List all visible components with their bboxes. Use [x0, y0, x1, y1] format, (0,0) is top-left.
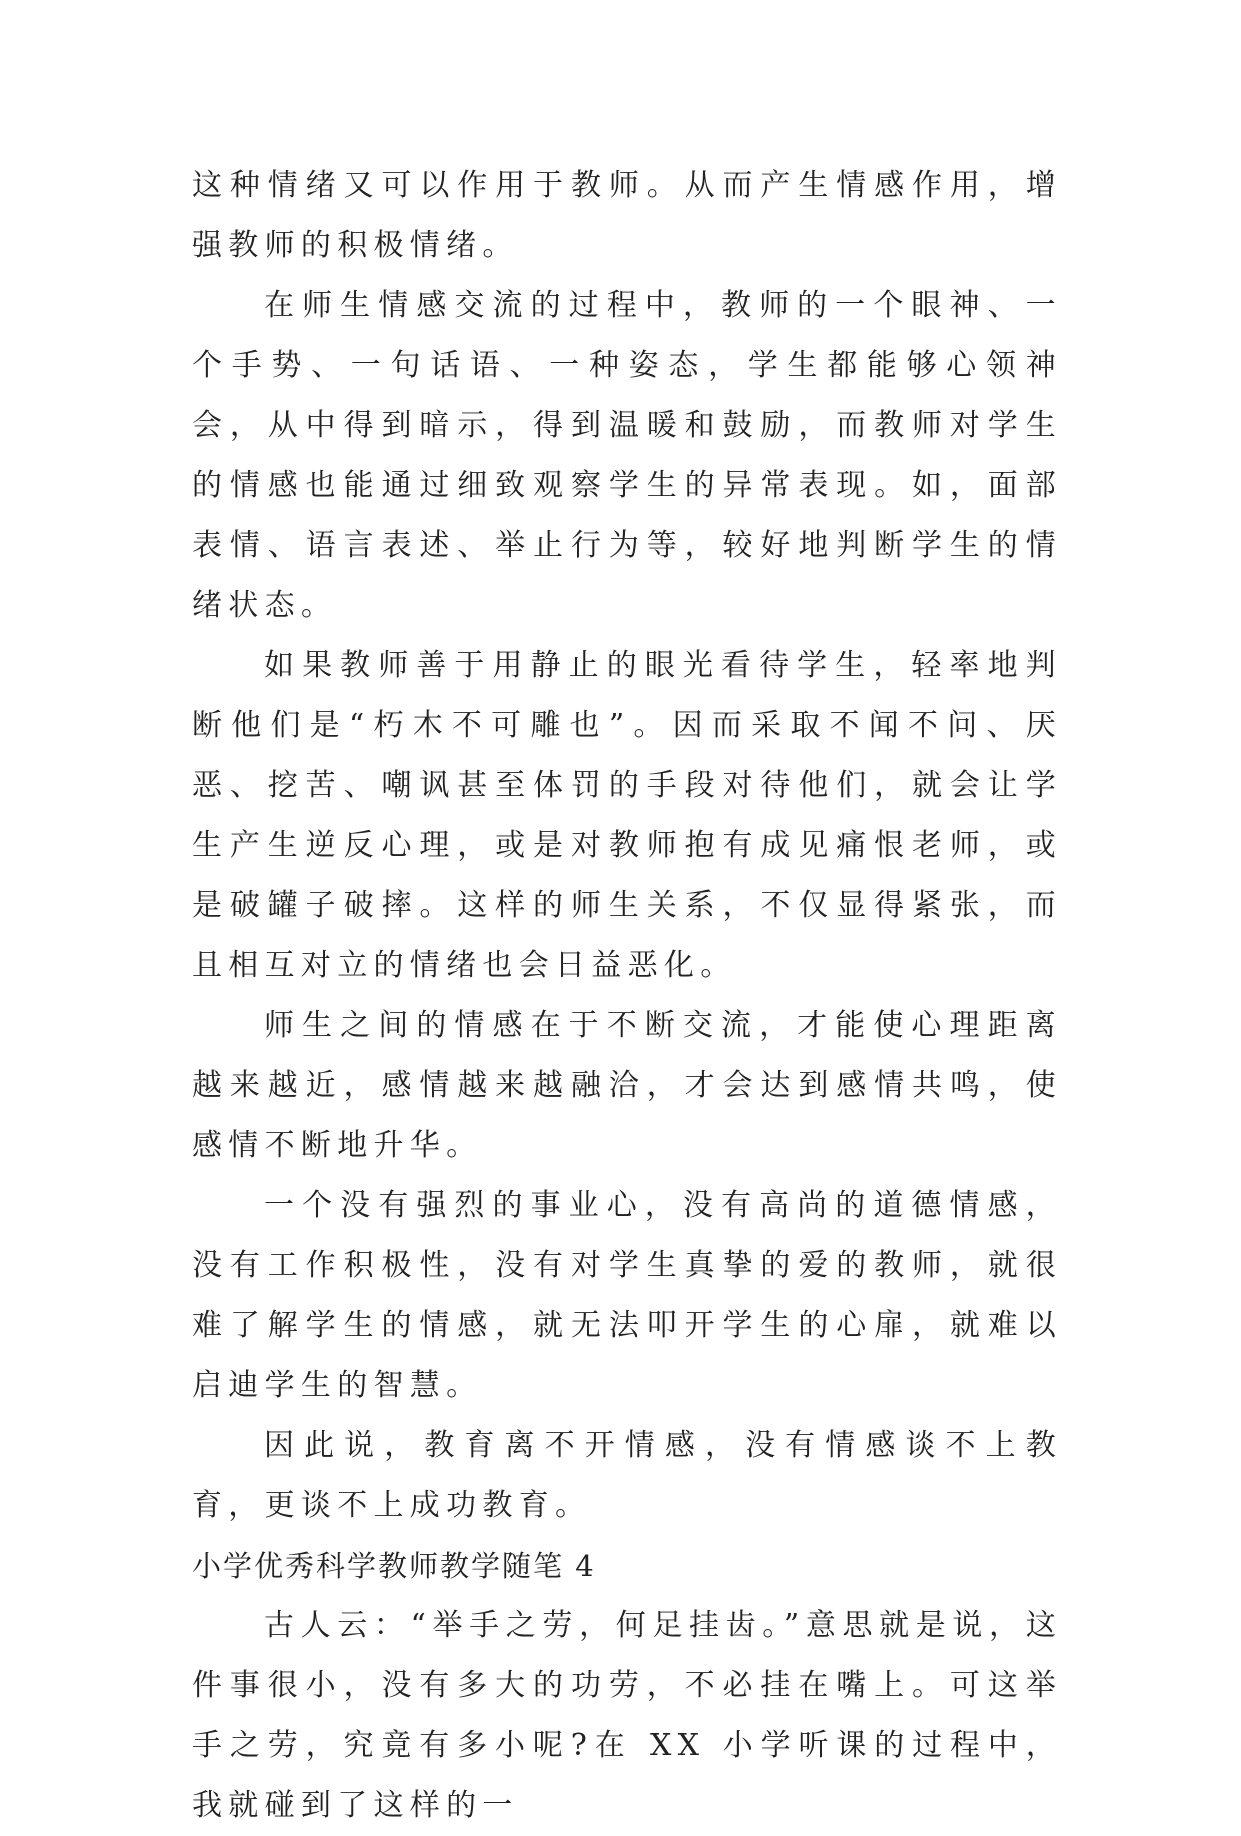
paragraph-1: 这种情绪又可以作用于教师。从而产生情感作用，增强教师的积极情绪。 [192, 168, 1062, 263]
paragraph-6: 因此说，教育离不开情感，没有情感谈不上教育，更谈不上成功教育。 [192, 1428, 1062, 1523]
paragraph-5: 一个没有强烈的事业心，没有高尚的道德情感，没有工作积极性，没有对学生真挚的爱的教师，就很难了解学生的情感，就无法叩开学生的心扉，就难以启迪学生的智慧。 [192, 1188, 1062, 1403]
paragraph-3: 如果教师善于用静止的眼光看待学生，轻率地判断他们是“朽木不可雕也”。因而采取不闻不问、厌恶、挖苦、嘲讽甚至体罚的手段对待他们，就会让学生产生逆反心理，或是对教师抱有成见痛恨老师，或是破罐子破摔。这样的师生关系，不仅显得紧张，而且相互对立的情绪也会日益恶化。 [192, 648, 1062, 983]
section-paragraph-1: 古人云：“举手之劳，何足挂齿。”意思就是说，这件事很小，没有多大的功劳，不必挂在嘴上。可这举手之劳，究竟有多小呢?在 XX 小学听课的过程中，我就碰到了这样的一 [192, 1608, 1062, 1823]
paragraph-2: 在师生情感交流的过程中，教师的一个眼神、一个手势、一句话语、一种姿态，学生都能够心领神会，从中得到暗示，得到温暖和鼓励，而教师对学生的情感也能通过细致观察学生的异常表现。如，面部表情、语言表述、举止行为等，较好地判断学生的情绪状态。 [192, 288, 1062, 623]
paragraph-4: 师生之间的情感在于不断交流，才能使心理距离越来越近，感情越来越融洽，才会达到感情共鸣，使感情不断地升华。 [192, 1008, 1062, 1163]
document-body [192, 156, 1062, 1836]
section-heading: 小学优秀科学教师教学随笔 4 [192, 1549, 596, 1583]
